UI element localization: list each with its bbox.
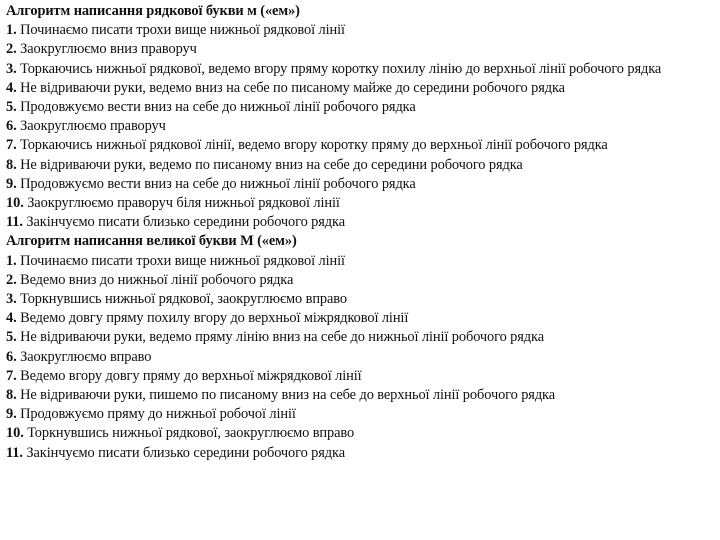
step-number: 9. [6, 175, 17, 192]
step-text: Ведемо довгу пряму похилу вгору до верхньої міжрядкової лінії [16, 310, 409, 327]
step-item [6, 60, 714, 79]
step-number: 6. [6, 348, 17, 365]
step-number: 1. [6, 22, 17, 39]
step-item [6, 328, 714, 347]
step-item [6, 386, 714, 405]
step-number: 6. [6, 118, 17, 135]
step-text: Заокруглюємо праворуч [16, 118, 166, 135]
step-item [6, 21, 714, 40]
step-text: Продовжуємо вести вниз на себе до нижньої лінії робочого рядка [16, 175, 416, 192]
step-text: Не відриваючи руки, ведемо пряму лінію вниз на себе до нижньої лінії робочого рядка [16, 329, 544, 346]
step-number: 8. [6, 387, 17, 404]
step-item [6, 348, 714, 367]
step-item [6, 309, 714, 328]
step-item [6, 136, 714, 155]
step-number: 4. [6, 310, 17, 327]
step-text: Не відриваючи руки, ведемо по писаному вниз на себе до середини робочого рядка [16, 156, 523, 173]
step-text: Починаємо писати трохи вище нижньої рядкової лінії [16, 22, 345, 39]
step-item [6, 290, 714, 309]
step-item [6, 175, 714, 194]
document-body [6, 2, 714, 463]
step-number: 3. [6, 291, 17, 308]
step-item [6, 213, 714, 232]
step-number: 9. [6, 406, 17, 423]
step-text: Торкнувшись нижньої рядкової, заокруглюємо вправо [23, 425, 355, 442]
step-item [6, 271, 714, 290]
step-item [6, 424, 714, 443]
section-title: Алгоритм написання рядкової букви м («ем») [6, 3, 300, 19]
step-item [6, 117, 714, 136]
step-text: Продовжуємо пряму до нижньої робочої лінії [16, 406, 296, 423]
step-text: Ведемо вниз до нижньої лінії робочого рядка [16, 271, 294, 288]
step-number: 10. [6, 195, 24, 212]
step-number: 2. [6, 41, 17, 58]
step-number: 5. [6, 99, 17, 116]
step-number: 7. [6, 137, 17, 154]
step-number: 10. [6, 425, 24, 442]
step-text: Торкаючись нижньої рядкової лінії, ведемо вгору коротку пряму до верхньої лінії робочого рядка [16, 137, 608, 154]
step-text: Продовжуємо вести вниз на себе до нижньої лінії робочого рядка [16, 99, 416, 116]
step-text: Закінчуємо писати близько середини робочого рядка [22, 214, 345, 231]
step-number: 7. [6, 367, 17, 384]
step-number: 4. [6, 79, 17, 96]
step-item [6, 367, 714, 386]
step-item [6, 444, 714, 463]
step-text: Починаємо писати трохи вище нижньої рядкової лінії [16, 252, 345, 269]
step-number: 8. [6, 156, 17, 173]
step-text: Заокруглюємо вправо [16, 348, 152, 365]
step-text: Заокруглюємо праворуч біля нижньої рядкової лінії [23, 195, 340, 212]
step-number: 3. [6, 60, 17, 77]
step-item [6, 40, 714, 59]
step-text: Закінчуємо писати близько середини робочого рядка [22, 444, 345, 461]
step-text: Торкнувшись нижньої рядкової, заокруглюємо вправо [16, 291, 347, 308]
step-item [6, 79, 714, 98]
step-item [6, 252, 714, 271]
step-text: Не відриваючи руки, ведемо вниз на себе по писаному майже до середини робочого рядка [16, 79, 565, 96]
step-text: Ведемо вгору довгу пряму до верхньої міжрядкової лінії [16, 367, 362, 384]
step-item [6, 405, 714, 424]
step-text: Торкаючись нижньої рядкової, ведемо вгору пряму коротку похилу лінію до верхньої лінії робочого рядка [16, 60, 662, 77]
step-text: Не відриваючи руки, пишемо по писаному вниз на себе до верхньої лінії робочого рядка [16, 387, 556, 404]
step-number: 11. [6, 444, 23, 461]
step-number: 2. [6, 271, 17, 288]
step-item [6, 194, 714, 213]
step-number: 5. [6, 329, 17, 346]
step-number: 1. [6, 252, 17, 269]
step-item [6, 98, 714, 117]
step-item [6, 156, 714, 175]
section-title: Алгоритм написання великої букви М («ем») [6, 233, 297, 250]
step-text: Заокруглюємо вниз праворуч [16, 41, 197, 58]
step-number: 11. [6, 214, 23, 231]
